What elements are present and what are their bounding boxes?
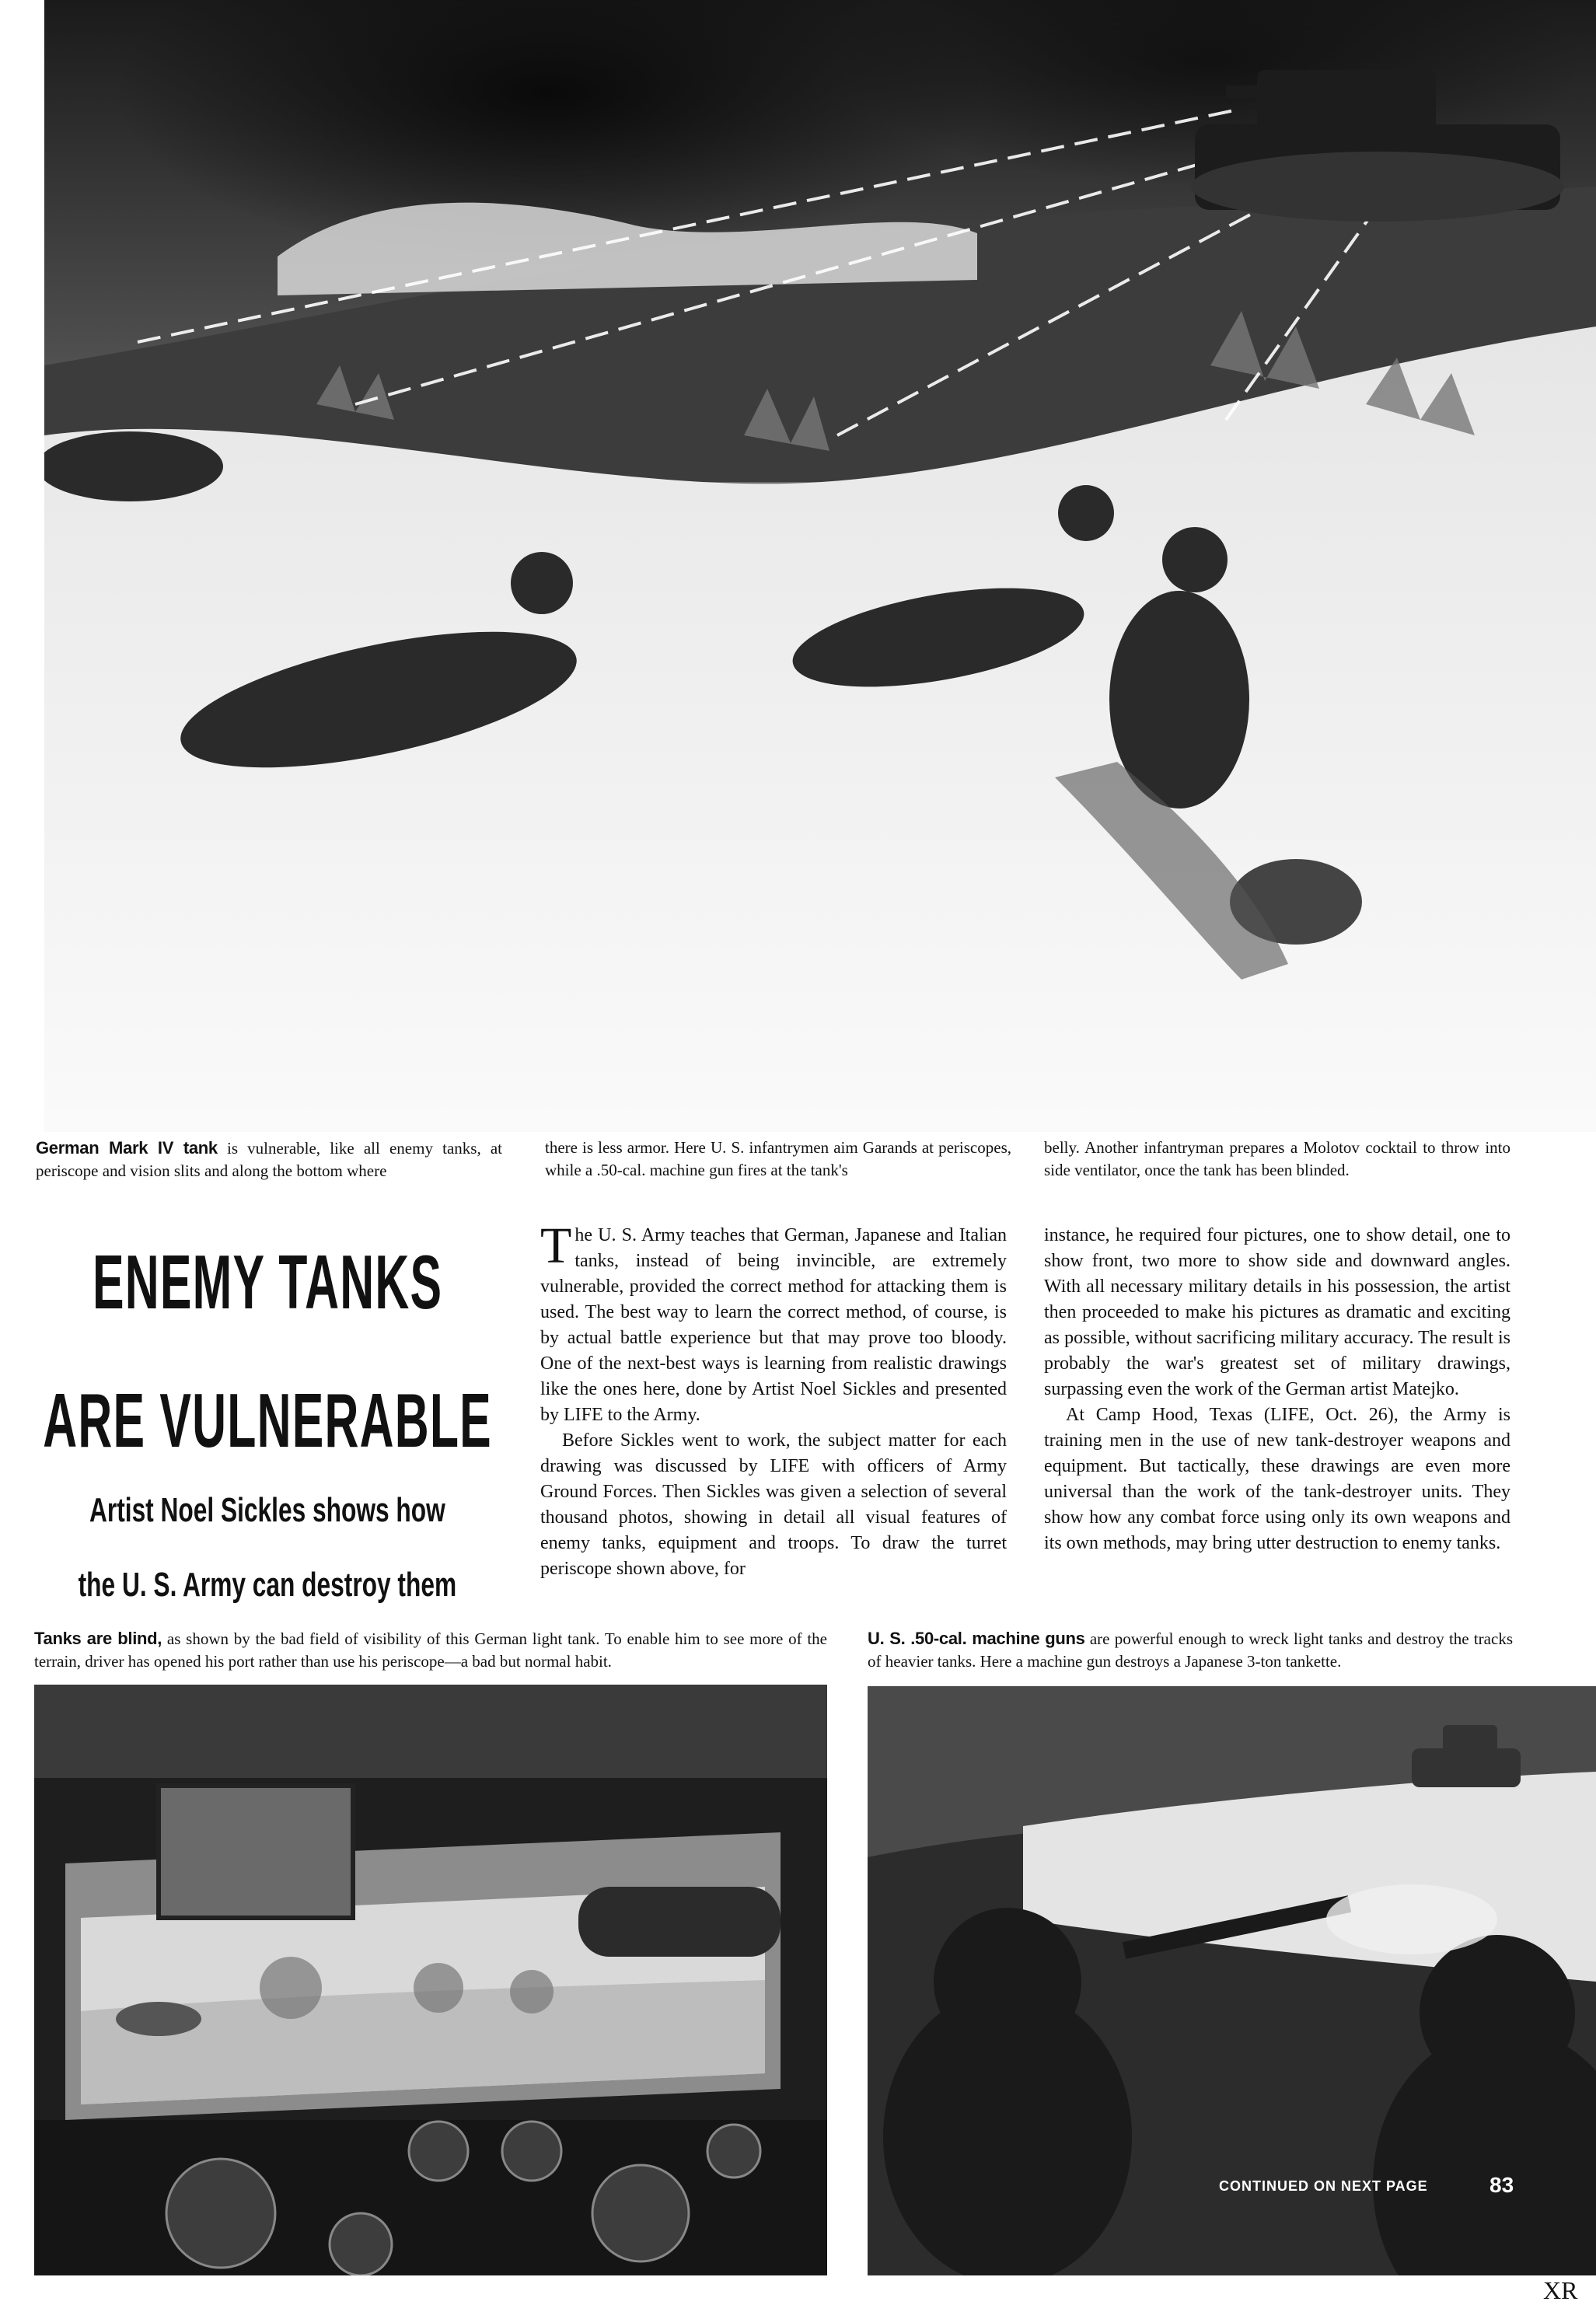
- caption-lead: Tanks are blind,: [34, 1629, 162, 1648]
- top-battle-illustration: [44, 0, 1596, 1132]
- headline: [34, 1213, 501, 1490]
- subhead-line-1: Artist Noel Sickles shows how: [89, 1491, 445, 1529]
- article-paragraph-4: At Camp Hood, Texas (LIFE, Oct. 26), the Army is training men in the use of new tank-destroyer weapons and equipment. But tactically, these drawings are even more universal than the work of the tank-destroyer units. They show how any combat force using only its own weapons and its own methods, may bring utter destruction to enemy tanks.: [1044, 1405, 1510, 1553]
- page-number: 83: [1489, 2173, 1514, 2197]
- tank-driver-view-illustration: [34, 1685, 827, 2275]
- continued-on-next-page[interactable]: CONTINUED ON NEXT PAGE: [1219, 2178, 1428, 2194]
- article-column-1: [540, 1217, 1007, 1582]
- caption-machine-guns: [868, 1627, 1513, 1673]
- headline-line-2: ARE VULNERABLE: [43, 1378, 492, 1463]
- caption-lead: U. S. .50-cal. machine guns: [868, 1629, 1085, 1648]
- drop-cap: T: [540, 1217, 572, 1274]
- top-caption-column-2: [545, 1137, 1011, 1182]
- top-caption-column-1: [36, 1137, 502, 1182]
- article-paragraph-3: instance, he required four pictures, one to show detail, one to show front, two more to show side and downward angles. With all necessary military details in his possession, the artist then proceeded to make his pictures as dramatic and exciting as possible, without sacrificing military accuracy. The result is probably the war's greatest set of military drawings, surpassing even the work of the German artist Matejko.: [1044, 1225, 1510, 1399]
- article-column-2: [1044, 1223, 1510, 1556]
- article-paragraph-1: The U. S. Army teaches that German, Japanese and Italian tanks, instead of being invincible, are extremely vulnerable, provided the correct method for attacking them is used. The best way to learn the correct method, of course, is by actual battle experience but that may prove too bloody. One of the next-best ways is learning from realistic drawings like the ones here, done by Artist Noel Sickles and presented by LIFE to the Army.: [540, 1217, 1007, 1425]
- caption-text: there is less armor. Here U. S. infantrymen aim Garands at periscopes, while a .50-cal. machine gun fires at the tank's: [545, 1138, 1011, 1179]
- caption-text: as shown by the bad field of visibility of this German light tank. To enable him to see more of the terrain, driver has opened his port rather than use his periscope—a bad but normal habit.: [34, 1629, 828, 1671]
- caption-text: is vulnerable, like all enemy tanks, at periscope and vision slits and along the bottom where: [36, 1139, 502, 1180]
- subhead-line-2: the U. S. Army can destroy them: [78, 1566, 457, 1604]
- top-caption-column-3: [1044, 1137, 1510, 1182]
- subheadline: [34, 1473, 501, 1622]
- caption-lead: German Mark IV tank: [36, 1138, 218, 1158]
- caption-text: are powerful enough to wreck light tanks and destroy the tracks of heavier tanks. Here a machine gun destroys a Japanese 3-ton tankette.: [868, 1629, 1513, 1671]
- caption-text: belly. Another infantryman prepares a Molotov cocktail to throw into side ventilator, once the tank has been blinded.: [1044, 1138, 1510, 1179]
- article-paragraph-2: Before Sickles went to work, the subject matter for each drawing was discussed by LIFE with officers of Army Ground Forces. Then Sickles was given a selection of several thousand photos, showing in detail all visual features of enemy tanks, equipment and troops. To draw the turret periscope shown above, for: [540, 1430, 1007, 1579]
- headline-line-1: ENEMY TANKS: [92, 1239, 443, 1325]
- corner-mark: XR: [1543, 2276, 1578, 2304]
- caption-tanks-blind: [34, 1627, 827, 1673]
